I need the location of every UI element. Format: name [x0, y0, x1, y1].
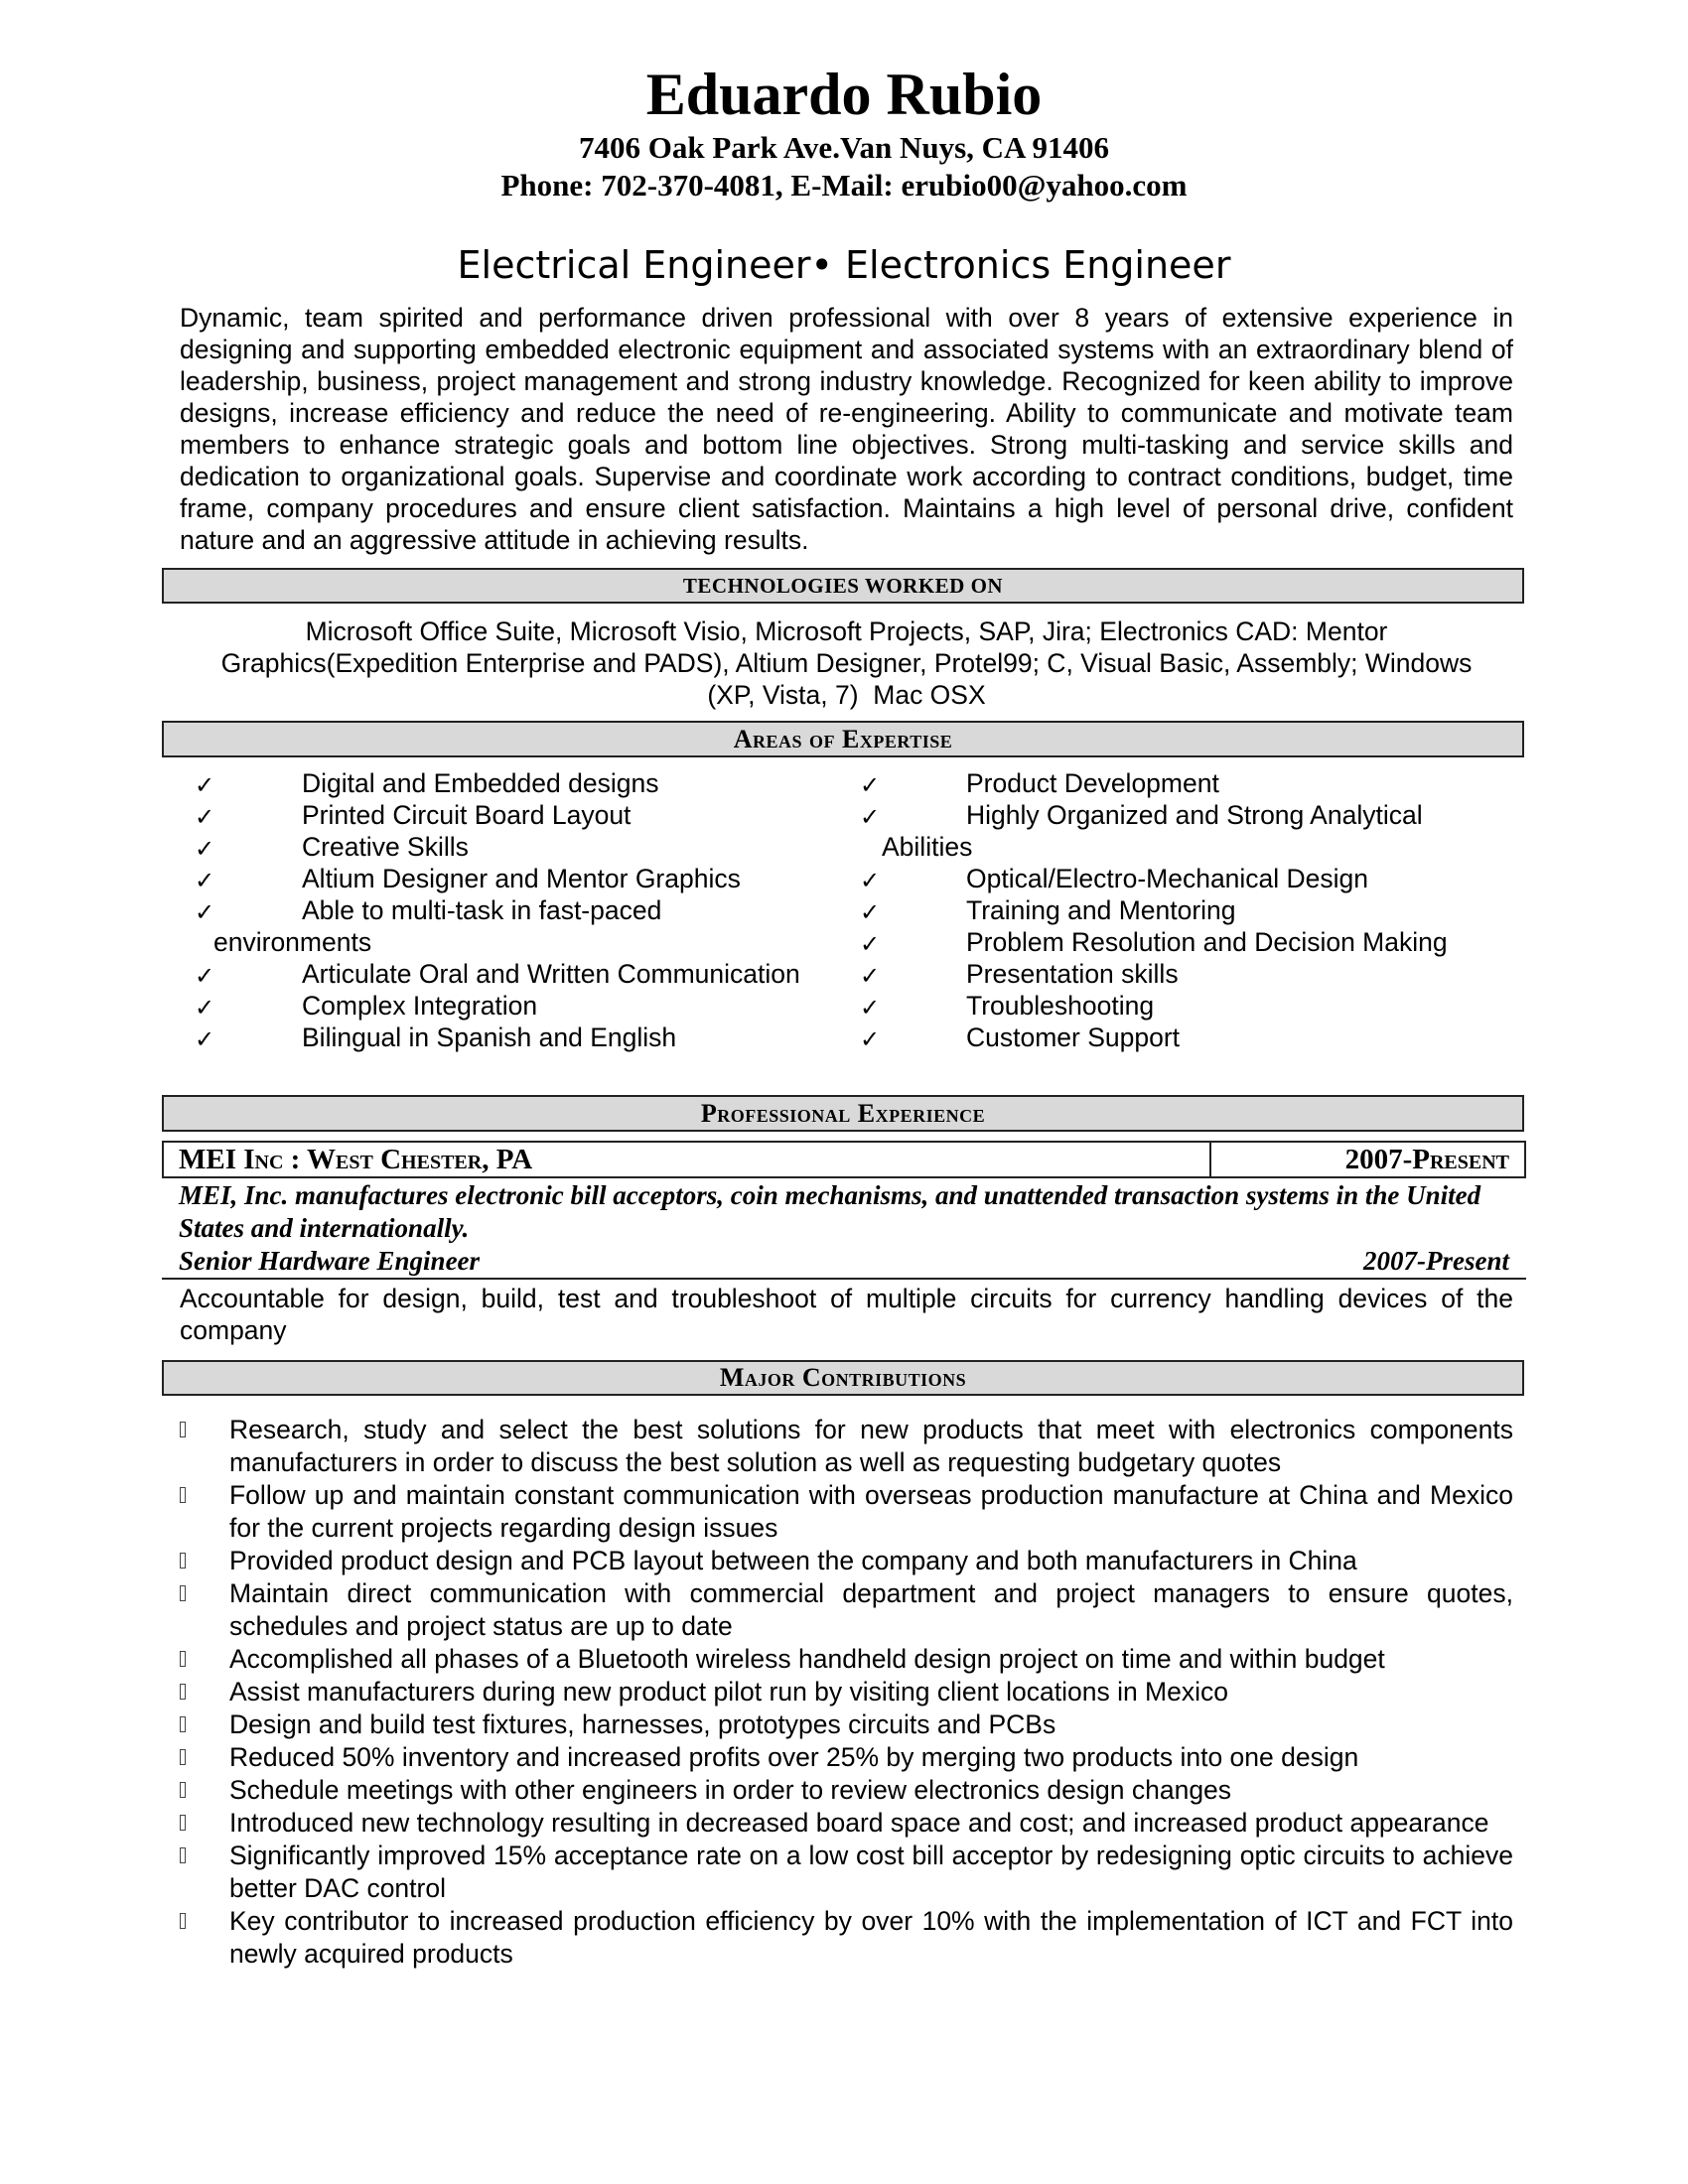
contribution-text: Research, study and select the best solutions for new products that meet with electronics components manufacturers in order to discuss the best solution as well as requesting budgetary quotes: [229, 1415, 1513, 1477]
expertise-item: Problem Resolution and Decision Making: [966, 927, 1448, 957]
expertise-item: Printed Circuit Board Layout: [302, 800, 632, 830]
contribution-item: [0, 1741, 1688, 1774]
contribution-text: Provided product design and PCB layout between the company and both manufacturers in China: [229, 1546, 1357, 1575]
contribution-text: Assist manufacturers during new product pilot run by visiting client locations in Mexico: [229, 1677, 1228, 1706]
expertise-item: Troubleshooting: [966, 991, 1155, 1021]
check-icon: ✓: [860, 803, 881, 831]
missing-glyph-bullet-icon: [180, 1422, 186, 1437]
check-icon: ✓: [860, 930, 881, 958]
professional-title: Electrical Engineer• Electronics Engineer: [457, 243, 1231, 287]
contribution-text: Introduced new technology resulting in decreased board space and cost; and increased product appearance: [229, 1808, 1489, 1838]
check-icon: ✓: [195, 962, 215, 990]
check-icon: ✓: [860, 1025, 881, 1053]
contribution-item: [0, 1840, 1688, 1905]
contribution-item: [0, 1774, 1688, 1807]
missing-glyph-bullet-icon: [180, 1782, 186, 1798]
contribution-item: [0, 1577, 1688, 1643]
expertise-item: Able to multi-task in fast-paced: [302, 895, 662, 925]
company-name: MEI Inc : West Chester, PA: [179, 1144, 533, 1175]
expertise-item: Customer Support: [966, 1023, 1181, 1052]
contribution-item: [0, 1545, 1688, 1577]
missing-glyph-bullet-icon: [180, 1651, 186, 1667]
contact-info: Phone: 702-370-4081, E-Mail: erubio00@yahoo.com: [500, 168, 1188, 203]
expertise-item: Bilingual in Spanish and English: [302, 1023, 677, 1052]
contribution-text: Follow up and maintain constant communication with overseas production manufacture at China and Mexico for the current projects regarding design issues: [229, 1480, 1513, 1543]
contribution-item: [0, 1676, 1688, 1708]
missing-glyph-bullet-icon: [180, 1716, 186, 1732]
address: 7406 Oak Park Ave.Van Nuys, CA 91406: [579, 130, 1109, 165]
contribution-item: [0, 1905, 1688, 1971]
check-icon: ✓: [860, 994, 881, 1022]
contribution-text: Accomplished all phases of a Bluetooth wireless handheld design project on time and within budget: [229, 1644, 1385, 1674]
contribution-text: Reduced 50% inventory and increased profits over 25% by merging two products into one design: [229, 1742, 1359, 1772]
section-heading-expertise: Areas of Expertise: [162, 721, 1524, 757]
missing-glyph-bullet-icon: [180, 1585, 186, 1601]
contribution-text: Design and build test fixtures, harnesses, prototypes circuits and PCBs: [229, 1709, 1056, 1739]
check-icon: ✓: [860, 898, 881, 926]
candidate-name: Eduardo Rubio: [645, 62, 1043, 127]
role-description: Accountable for design, build, test and troubleshoot of multiple circuits for currency handling devices of the company: [180, 1284, 1513, 1345]
technologies-list: [179, 615, 1514, 711]
contribution-text: Schedule meetings with other engineers in order to review electronics design changes: [229, 1775, 1232, 1805]
expertise-item: Articulate Oral and Written Communication: [302, 959, 800, 989]
check-icon: ✓: [195, 867, 215, 894]
expertise-item: Digital and Embedded designs: [302, 768, 659, 798]
missing-glyph-bullet-icon: [180, 1553, 186, 1569]
expertise-item: Altium Designer and Mentor Graphics: [302, 864, 741, 893]
expertise-item-wrap: environments: [213, 927, 372, 957]
check-icon: ✓: [195, 803, 215, 831]
summary-paragraph: Dynamic, team spirited and performance driven professional with over 8 years of extensive experience in designing and supporting embedded electronic equipment and associated systems with an extraordinary blend of leadership, business, project management and strong industry knowledge. Recognized for keen ability to improve designs, increase efficiency and reduce the need of re-engineering. Ability to communicate and motivate team members to enhance strategic goals and bottom line objectives. Strong multi-tasking and service skills and dedication to organizational goals. Supervise and coordinate work according to contract conditions, budget, time frame, company procedures and ensure client satisfaction. Maintains a high level of personal drive, confident nature and an aggressive attitude in achieving results.: [180, 303, 1513, 555]
expertise-item: Creative Skills: [302, 832, 469, 862]
check-icon: ✓: [195, 835, 215, 863]
role-dates: 2007-Present: [1363, 1246, 1509, 1276]
contribution-text: Significantly improved 15% acceptance rate on a low cost bill acceptor by redesigning optic circuits to achieve better DAC control: [229, 1841, 1513, 1903]
missing-glyph-bullet-icon: [180, 1487, 186, 1503]
company-description: MEI, Inc. manufactures electronic bill acceptors, coin mechanisms, and unattended transaction systems in the United States and internationally.: [179, 1180, 1481, 1243]
check-icon: ✓: [195, 994, 215, 1022]
contribution-item: [0, 1414, 1688, 1479]
contribution-item: [0, 1807, 1688, 1840]
expertise-item: Optical/Electro-Mechanical Design: [966, 864, 1369, 893]
role-title: Senior Hardware Engineer: [179, 1246, 481, 1276]
missing-glyph-bullet-icon: [180, 1847, 186, 1863]
technologies-line-1: Microsoft Office Suite, Microsoft Visio, Microsoft Projects, SAP, Jira; Electronics CAD: Mentor: [305, 616, 1388, 646]
check-icon: ✓: [860, 867, 881, 894]
role-divider-rule: [162, 1278, 1526, 1280]
check-icon: ✓: [860, 962, 881, 990]
company-header-divider: [1209, 1141, 1211, 1178]
check-icon: ✓: [860, 771, 881, 799]
contribution-item: [0, 1708, 1688, 1741]
expertise-item: Presentation skills: [966, 959, 1179, 989]
technologies-line-3: (XP, Vista, 7) Mac OSX: [707, 680, 986, 710]
expertise-item: Highly Organized and Strong Analytical: [966, 800, 1423, 830]
check-icon: ✓: [195, 898, 215, 926]
contribution-item: [0, 1479, 1688, 1545]
check-icon: ✓: [195, 1025, 215, 1053]
section-heading-technologies: TECHNOLOGIES WORKED ON: [162, 568, 1524, 604]
contribution-item: [0, 1643, 1688, 1676]
contribution-text: Maintain direct communication with commercial department and project managers to ensure quotes, schedules and project status are up to date: [229, 1578, 1513, 1641]
check-icon: ✓: [195, 771, 215, 799]
contribution-text: Key contributor to increased production efficiency by over 10% with the implementation of ICT and FCT into newly acquired products: [229, 1906, 1513, 1969]
expertise-item: Product Development: [966, 768, 1219, 798]
technologies-line-2: Graphics(Expedition Enterprise and PADS), Altium Designer, Protel99; C, Visual Basic, Assembly; Windows: [220, 648, 1473, 678]
missing-glyph-bullet-icon: [180, 1684, 186, 1700]
missing-glyph-bullet-icon: [180, 1815, 186, 1831]
contributions-list: [0, 1414, 1688, 1971]
expertise-item-wrap: Abilities: [882, 832, 973, 862]
section-heading-contributions: Major Contributions: [162, 1360, 1524, 1396]
missing-glyph-bullet-icon: [180, 1913, 186, 1929]
expertise-item: Complex Integration: [302, 991, 538, 1021]
section-heading-experience: Professional Experience: [162, 1095, 1524, 1132]
company-dates: 2007-Present: [1344, 1144, 1509, 1175]
expertise-item: Training and Mentoring: [966, 895, 1236, 925]
missing-glyph-bullet-icon: [180, 1749, 186, 1765]
